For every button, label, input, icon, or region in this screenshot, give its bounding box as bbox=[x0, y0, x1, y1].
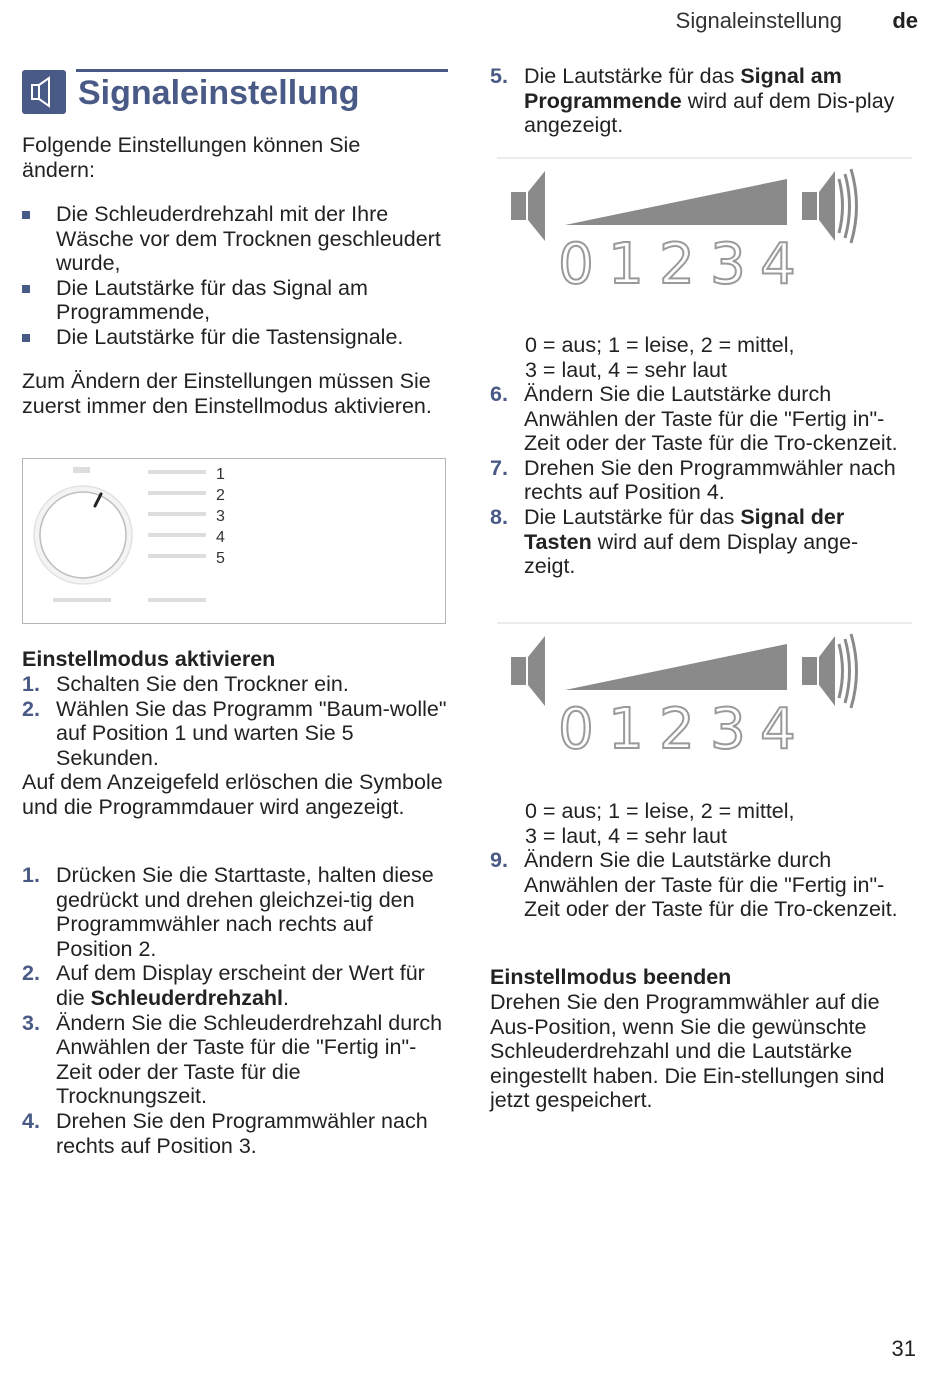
speaker-icon bbox=[22, 70, 66, 114]
step-number: 3. bbox=[22, 1010, 40, 1035]
step-text: Wählen Sie das Programm "Baum-wolle" auf Position 1 und warten Sie 5 Sekunden. bbox=[56, 696, 447, 770]
step-text: Ändern Sie die Schleuderdrehzahl durch Anwählen der Taste für die "Fertig in"-Zeit oder der Taste für die Trocknungszeit. bbox=[56, 1010, 443, 1109]
step-number: 7. bbox=[490, 455, 508, 480]
volume-ramp-icon bbox=[565, 179, 787, 225]
step-number: 1. bbox=[22, 672, 40, 696]
step-number: 5. bbox=[490, 64, 508, 88]
speaker-low-icon bbox=[511, 171, 545, 241]
page-number: 31 bbox=[891, 1336, 916, 1361]
position-label: 2 bbox=[216, 487, 225, 504]
finish-text: Drehen Sie den Programmwähler auf die Aus-Position, wenn Sie die gewünschte Schleuderdrehzahl und die Lautstärke eingestellt haben. Die Ein-stellungen sind jetzt gespeichert. bbox=[490, 990, 885, 1113]
button-bar bbox=[53, 598, 111, 602]
steps-6-8 bbox=[490, 382, 900, 579]
led-bar bbox=[148, 533, 206, 537]
list-item bbox=[490, 64, 900, 138]
list-item bbox=[490, 505, 900, 579]
activate-heading: Einstellmodus aktivieren bbox=[22, 647, 276, 671]
list-item: Die Lautstärke für das Signal am Programmende, bbox=[22, 276, 426, 325]
step-number: 2. bbox=[22, 696, 40, 721]
step-text: Schalten Sie den Trockner ein. bbox=[56, 672, 349, 696]
led-bar bbox=[148, 554, 206, 558]
level-label: 3 bbox=[710, 697, 746, 760]
step-bold: Schleuderdrehzahl bbox=[90, 985, 284, 1010]
volume-display-1 bbox=[508, 165, 868, 295]
list-item bbox=[490, 456, 900, 505]
step-number: 4. bbox=[22, 1108, 40, 1133]
step-text: Auf dem Display erscheint der Wert für die bbox=[56, 961, 425, 1010]
note-text: Zum Ändern der Einstellungen müssen Sie zuerst immer den Einstellmodus aktivieren. bbox=[22, 369, 432, 418]
step-text: Ändern Sie die Lautstärke durch Anwählen der Taste für die "Fertig in"-Zeit oder der Taste für die Tro-ckenzeit. bbox=[524, 848, 898, 922]
finish-heading: Einstellmodus beenden bbox=[490, 965, 732, 989]
step-number: 9. bbox=[490, 848, 508, 872]
list-item bbox=[22, 672, 447, 697]
step-9 bbox=[490, 848, 900, 922]
list-item bbox=[22, 697, 447, 771]
level-label: 2 bbox=[659, 697, 695, 760]
display-divider bbox=[497, 622, 912, 624]
step-text: Drehen Sie den Programmwähler nach rechts auf Position 4. bbox=[524, 455, 896, 505]
step-text: wird auf dem Display ange-zeigt. bbox=[524, 529, 859, 579]
list-item: Die Lautstärke für die Tastensignale. bbox=[22, 325, 452, 350]
step-number: 1. bbox=[22, 863, 40, 887]
activate-result: Auf dem Anzeigefeld erlöschen die Symbole und die Programmdauer wird angezeigt. bbox=[22, 770, 443, 819]
position-label: 1 bbox=[216, 466, 225, 483]
level-label: 1 bbox=[608, 232, 644, 295]
intro-text: Folgende Einstellungen können Sie ändern: bbox=[22, 133, 361, 182]
level-label: 3 bbox=[710, 232, 746, 295]
step-text: Die Lautstärke für das bbox=[524, 504, 741, 529]
volume-legend-1 bbox=[525, 333, 905, 382]
display-divider bbox=[497, 157, 912, 159]
step-number: 6. bbox=[490, 382, 508, 406]
button-bar bbox=[148, 598, 206, 602]
step-number: 8. bbox=[490, 504, 508, 529]
list-item bbox=[22, 961, 452, 1010]
list-item bbox=[22, 1011, 452, 1109]
step-number: 2. bbox=[22, 961, 40, 986]
speaker-low-icon bbox=[511, 636, 545, 706]
step-text: wird auf dem Dis-play angezeigt. bbox=[524, 88, 895, 138]
level-label: 0 bbox=[558, 232, 594, 295]
control-panel-figure bbox=[22, 458, 446, 624]
led-bar bbox=[148, 470, 206, 474]
title-rule bbox=[76, 69, 448, 72]
legend-line: 3 = laut, 4 = sehr laut bbox=[525, 357, 727, 382]
level-label: 1 bbox=[608, 697, 644, 760]
volume-legend-2 bbox=[525, 799, 905, 848]
page-title: Signaleinstellung bbox=[78, 74, 360, 112]
setting-steps bbox=[22, 863, 452, 1158]
position-label: 4 bbox=[216, 529, 225, 546]
step-text: Ändern Sie die Lautstärke durch Anwählen der Taste für die "Fertig in"-Zeit oder der Taste für die Tro-ckenzeit. bbox=[524, 382, 898, 456]
list-item bbox=[490, 382, 900, 456]
list-item: Die Schleuderdrehzahl mit der Ihre Wäsche vor dem Trocknen geschleudert wurde, bbox=[22, 202, 452, 276]
position-label: 5 bbox=[216, 550, 225, 567]
step-text: Drücken Sie die Starttaste, halten diese gedrückt und drehen gleichzei-tig den Programmwähler nach rechts auf Position 2. bbox=[56, 863, 434, 961]
speaker-high-icon bbox=[802, 634, 857, 708]
level-label: 2 bbox=[659, 232, 695, 295]
level-label: 0 bbox=[558, 697, 594, 760]
speaker-high-icon bbox=[802, 169, 857, 243]
position-label: 3 bbox=[216, 508, 225, 525]
volume-display-2 bbox=[508, 630, 868, 760]
step-text: . bbox=[283, 985, 290, 1010]
legend-line: 0 = aus; 1 = leise, 2 = mittel, bbox=[525, 799, 795, 823]
indicator-led bbox=[73, 467, 90, 473]
list-item bbox=[22, 1109, 452, 1158]
led-bar bbox=[148, 491, 206, 495]
level-label: 4 bbox=[760, 697, 796, 760]
header-section-title: Signaleinstellung bbox=[675, 8, 842, 33]
step-bold: Signal der Tasten bbox=[524, 504, 845, 554]
header-language: de bbox=[892, 8, 918, 33]
step-text: Die Lautstärke für das bbox=[524, 64, 741, 88]
settings-list bbox=[22, 202, 452, 350]
list-item bbox=[22, 863, 452, 961]
legend-line: 3 = laut, 4 = sehr laut bbox=[525, 823, 727, 848]
step-5 bbox=[490, 64, 900, 138]
list-item bbox=[490, 848, 900, 922]
led-bar bbox=[148, 512, 206, 516]
volume-ramp-icon bbox=[565, 644, 787, 690]
activate-steps bbox=[22, 672, 447, 770]
level-label: 4 bbox=[760, 232, 796, 295]
program-selector-dial[interactable] bbox=[31, 483, 135, 587]
step-text: Drehen Sie den Programmwähler nach rechts auf Position 3. bbox=[56, 1108, 428, 1158]
legend-line: 0 = aus; 1 = leise, 2 = mittel, bbox=[525, 333, 795, 357]
step-bold: Signal am Programmende bbox=[524, 64, 842, 113]
